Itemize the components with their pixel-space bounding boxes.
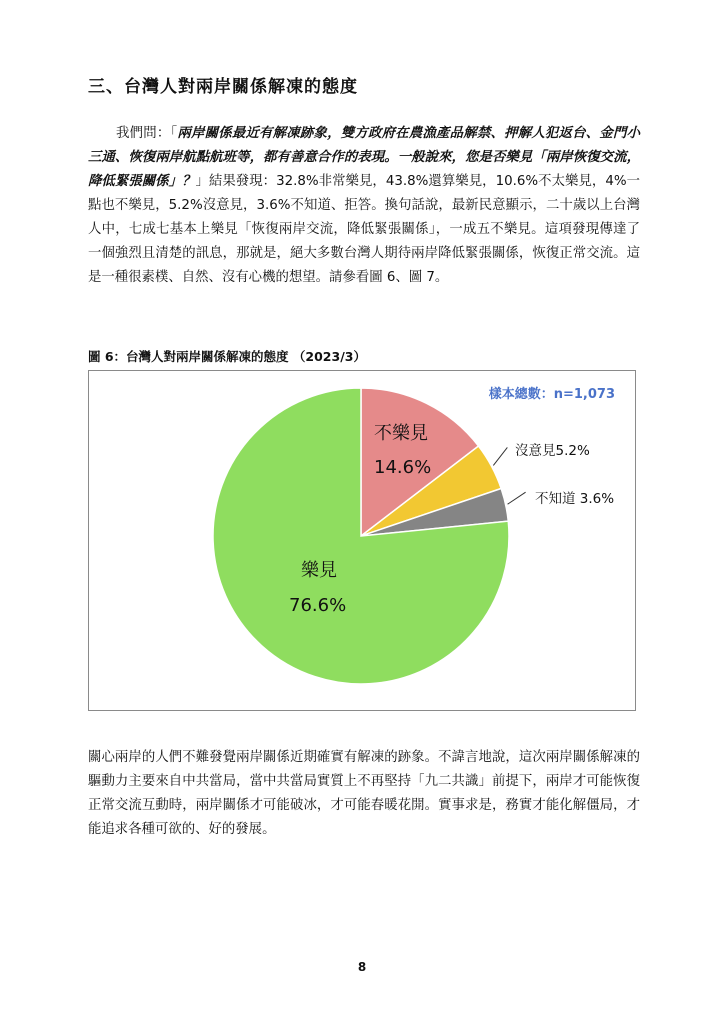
slice-dont-know-label: 不知道 3.6%: [535, 491, 615, 507]
slice-no-opinion-leader: [493, 447, 507, 465]
slice-dont-know-leader: [508, 492, 526, 504]
slice-disapprove-value: 14.6%: [374, 457, 432, 478]
section-heading: 三、台灣人對兩岸關係解凍的態度: [88, 77, 358, 97]
paragraph-1-lead: 我們問：「: [116, 126, 178, 141]
slice-approve-value: 76.6%: [289, 595, 347, 616]
figure-caption: 圖 6：台灣人對兩岸關係解凍的態度 （2023/3）: [88, 349, 366, 364]
paragraph-1: [88, 122, 640, 290]
pie-chart-frame: [88, 370, 636, 711]
pie-chart: [89, 371, 635, 710]
sample-size-note: 樣本總數：n=1,073: [488, 387, 615, 402]
slice-disapprove-label: 不樂見: [374, 423, 428, 444]
page-number: 8: [357, 960, 367, 974]
survey-question: 兩岸關係最近有解凍跡象，雙方政府在農漁產品解禁、押解人犯返台、金門小三通、恢復兩岸航點航班等，都有善意合作的表現。一般說來，您是否樂見「兩岸恢復交流，降低緊張關係」？: [88, 126, 640, 189]
paragraph-2: 關心兩岸的人們不難發覺兩岸關係近期確實有解凍的跡象。不諱言地說，這次兩岸關係解凍的驅動力主要來自中共當局，當中共當局實質上不再堅持「九二共識」前提下，兩岸才可能恢復正常交流互動時，兩岸關係才可能破冰，才可能春暖花開。實事求是，務實才能化解僵局，才能追求各種可欲的、好的發展。: [88, 750, 640, 837]
paragraph-1-body: 」結果發現：32.8%非常樂見，43.8%還算樂見，10.6%不太樂見，4%一點也不樂見，5.2%沒意見，3.6%不知道、拒答。換句話說，最新民意顯示，二十歲以上台灣人中，七成七基本上樂見「恢復兩岸交流，降低緊張關係」，一成五不樂見。這項發現傳達了一個強烈且清楚的訊息，那就是，絕大多數台灣人期待兩岸降低緊張關係，恢復正常交流。這是一種很素樸、自然、沒有心機的想望。請參看圖 6、圖 7。: [88, 174, 641, 285]
slice-approve-label: 樂見: [301, 560, 337, 581]
slice-no-opinion-label: 沒意見5.2%: [515, 443, 590, 459]
